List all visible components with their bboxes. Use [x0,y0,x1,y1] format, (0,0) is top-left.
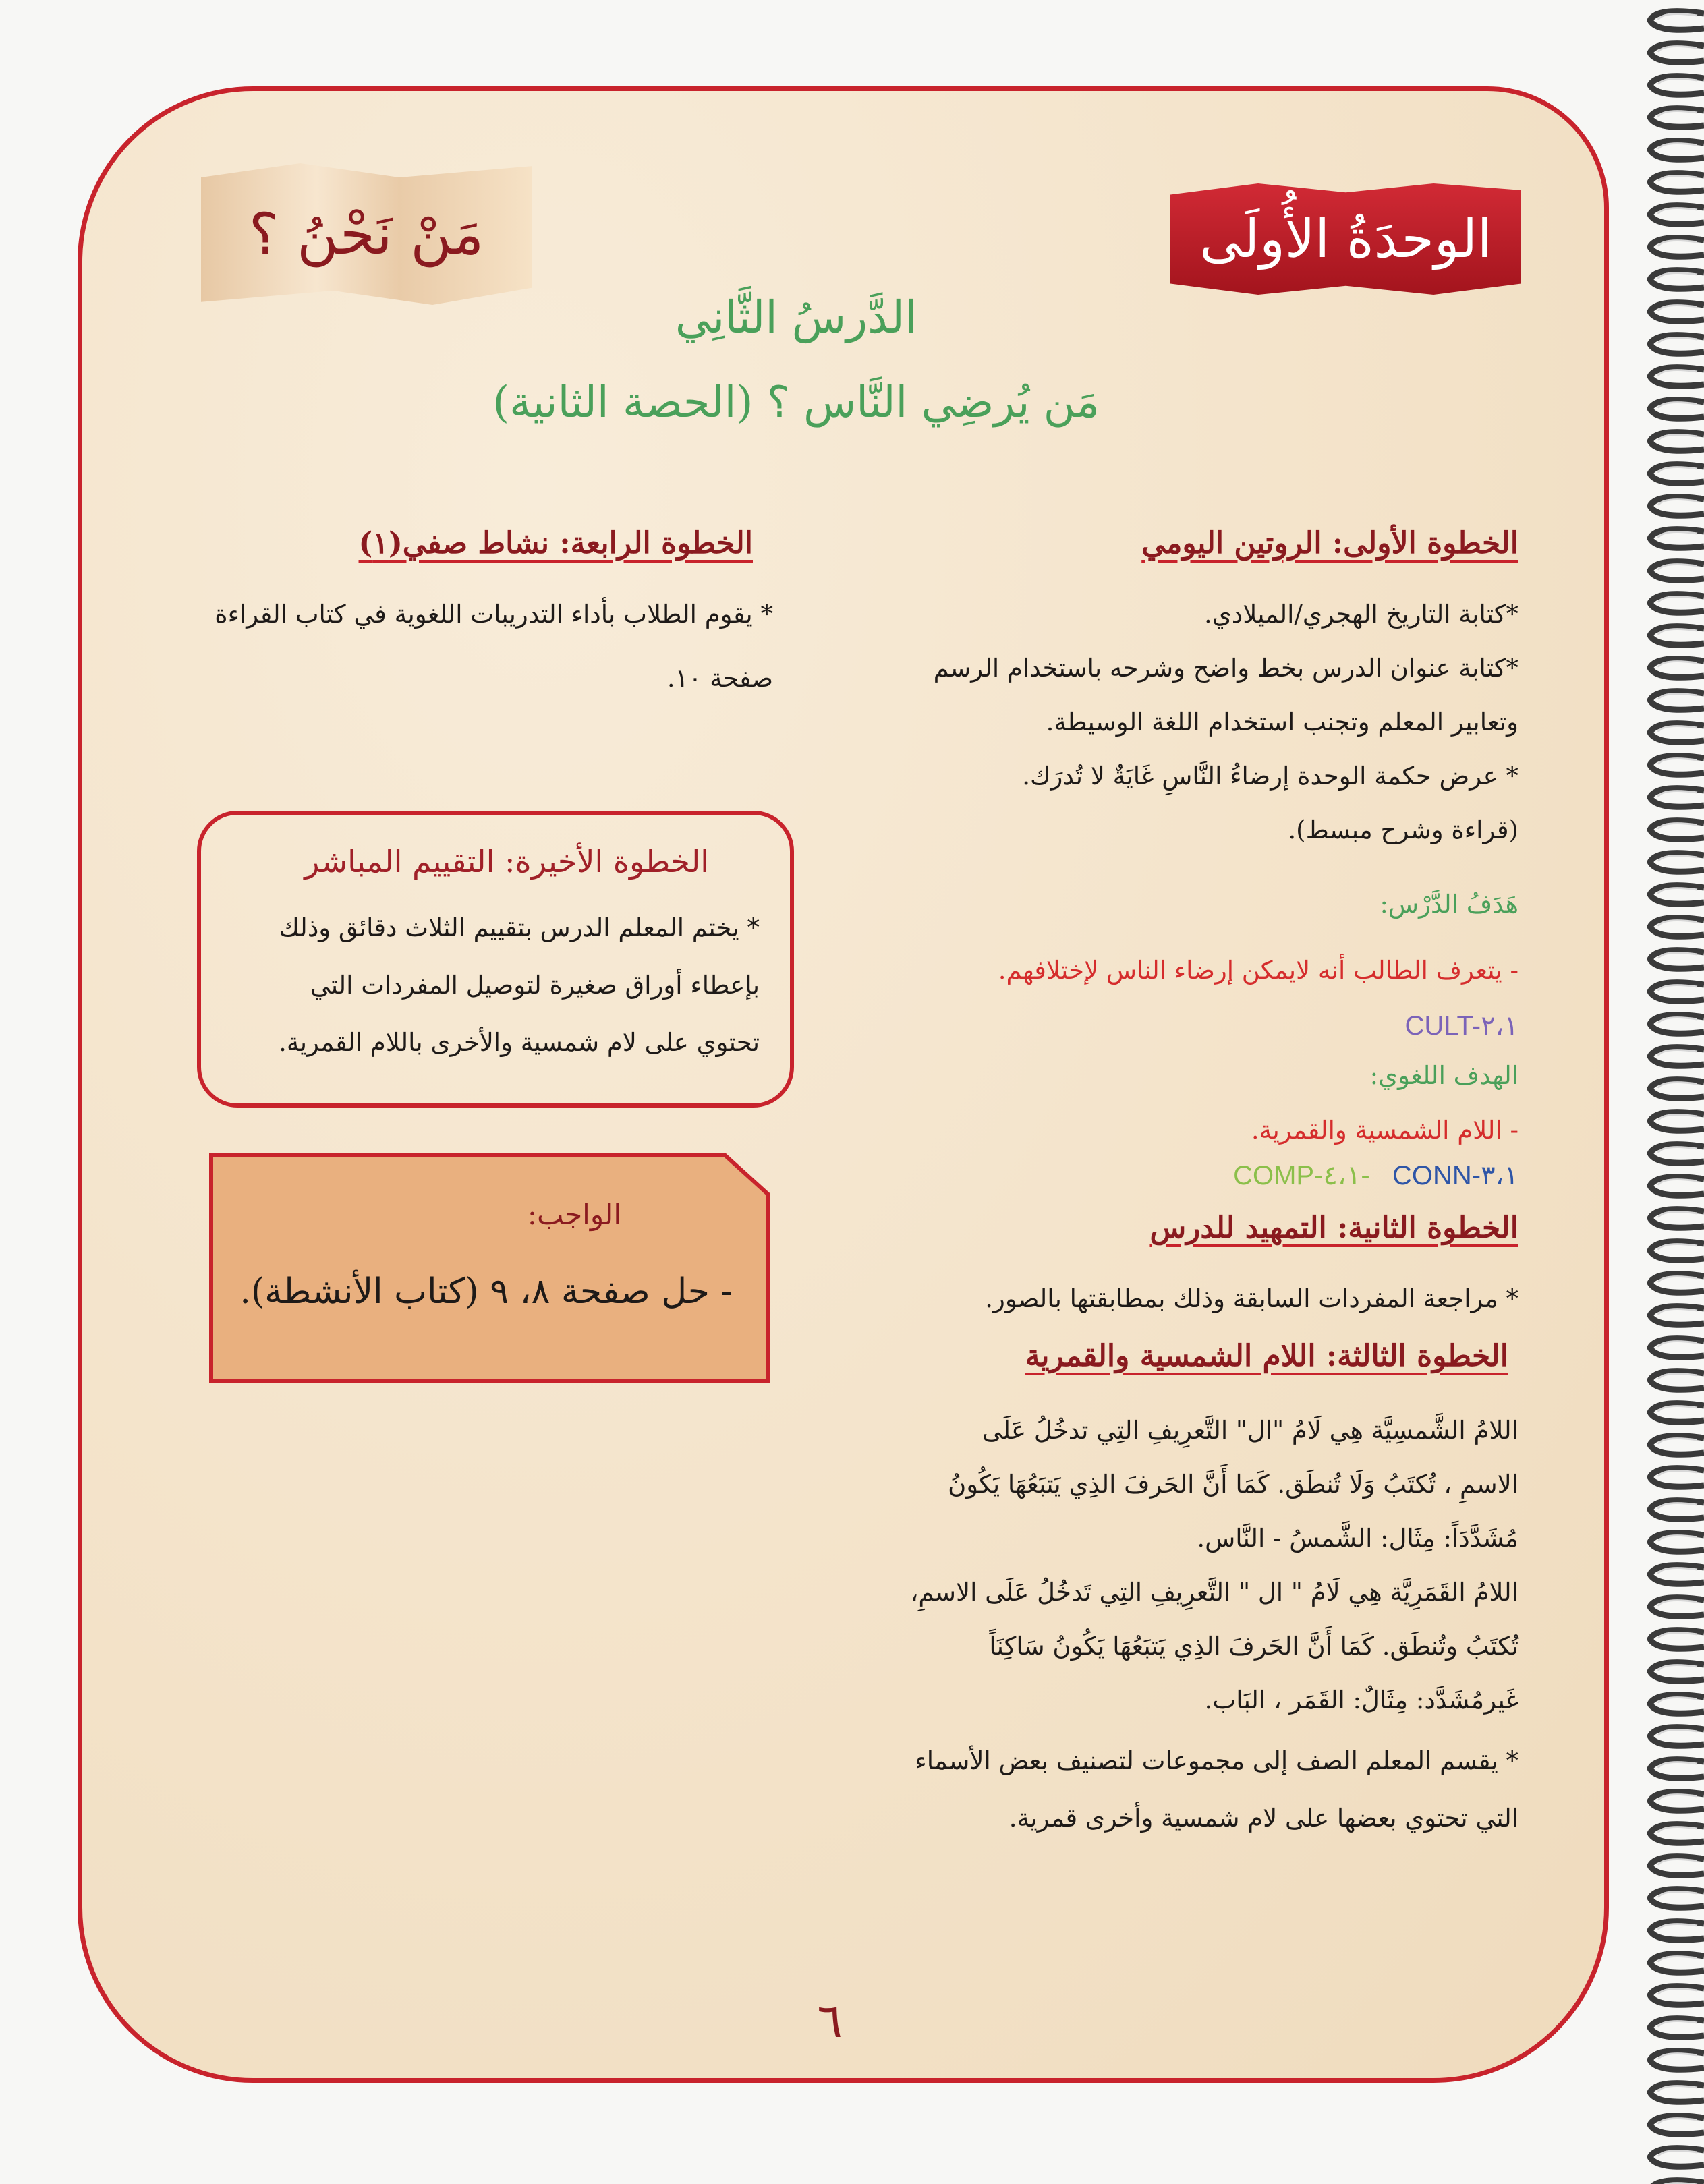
lesson-subtitle: مَن يُرضِي النَّاس ؟ (الحصة الثانية) [492,378,1100,428]
spiral-loop-highlight [1658,176,1697,181]
lesson-goal-text: - يتعرف الطالب أنه لايمكن إرضاء الناس لإختلافهم. [998,956,1518,985]
final-step-heading: الخطوة الأخيرة: التقييم المباشر [304,843,709,880]
lesson-goal-label: هَدَفُ الدَّرْس: [1380,890,1518,919]
spiral-loop-highlight [1658,856,1697,861]
spiral-loop-highlight [1658,403,1697,408]
spiral-loop-highlight [1658,79,1697,84]
spiral-loop-highlight [1658,1568,1697,1574]
spiral-loop-highlight [1658,953,1697,958]
step4-heading: الخطوة الرابعة: نشاط صفي(١) [358,526,753,561]
spiral-loop-highlight [1658,1633,1697,1638]
step3-line-5: تُكتَبُ وتُنطَق. كَمَا أَنَّ الحَرفَ الذِي يَتبَعُهَا يَكُونُ سَاكِنَاً [989,1632,1518,1661]
spiral-loop-highlight [1658,1244,1697,1250]
lesson-title: الدَّرسُ الثَّانِي [675,291,917,343]
spiral-loop-highlight [1658,1342,1697,1347]
spiral-loop-highlight [1658,1083,1697,1088]
step1-line-2: *كتابة عنوان الدرس بخط واضح وشرحه باستخدام الرسم [933,654,1518,683]
step4-line-1: * يقوم الطلاب بأداء التدريبات اللغوية في كتاب القراءة [215,600,773,629]
spiral-loop-highlight [1658,791,1697,797]
spiral-loop-highlight [1658,888,1697,894]
code-conn: CONN-٣،١ [1392,1161,1518,1190]
spiral-loop-highlight [1658,14,1697,20]
final-step-line-1: * يختم المعلم الدرس بتقييم الثلاث دقائق وذلك [279,913,760,942]
spiral-loop-highlight [1658,1957,1697,1962]
spiral-loop-highlight [1658,1374,1697,1379]
spiral-loop-highlight [1658,824,1697,829]
step3-heading: الخطوة الثالثة: اللام الشمسية والقمرية [1025,1339,1508,1373]
spiral-loop-highlight [1658,629,1697,635]
spiral-loop-highlight [1658,1860,1697,1865]
final-step-line-2: بإعطاء أوراق صغيرة لتوصيل المفردات التي [310,971,760,1000]
spiral-loop-highlight [1658,1536,1697,1541]
spiral-loop-highlight [1658,1115,1697,1120]
spiral-loop-highlight [1658,1406,1697,1412]
spiral-loop-highlight [1658,759,1697,764]
step3-line-6: غَيرمُشَدَّد: مِثَالٌ: القَمَر ، البَاب. [1204,1686,1518,1715]
spiral-loop-highlight [1658,2119,1697,2124]
spiral-loop-highlight [1658,1018,1697,1023]
step1-heading: الخطوة الأولى: الروتين اليومي [1141,526,1518,561]
step1-line-5: (قراءة وشرح مبسط). [1288,815,1518,844]
spiral-loop-highlight [1658,1050,1697,1056]
step1-line-1: *كتابة التاريخ الهجري/الميلادي. [1204,600,1518,629]
final-step-line-3: تحتوي على لام شمسية والأخرى باللام القمرية. [279,1028,760,1057]
spiral-loop-highlight [1658,662,1697,667]
spiral-loop-highlight [1658,2021,1697,2027]
spiral-loop-highlight [1658,1147,1697,1153]
homework-label: الواجب: [527,1198,621,1231]
theme-banner [201,163,532,305]
spiral-loop-highlight [1658,694,1697,699]
spiral-loop-highlight [1658,144,1697,149]
homework-text: - حل صفحة ٨، ٩ (كتاب الأنشطة). [239,1271,733,1312]
spiral-loop-highlight [1658,2151,1697,2156]
step2-heading: الخطوة الثانية: التمهيد للدرس [1149,1211,1518,1245]
spiral-loop-highlight [1658,500,1697,505]
unit-banner-text: الوحدَةُ الأُولَى [1199,208,1492,270]
spiral-binding [1630,0,1704,2184]
spiral-loop-highlight [1658,1892,1697,1897]
step1-line-3: وتعابير المعلم وتجنب استخدام اللغة الوسيطة. [1046,708,1518,737]
spiral-loop-highlight [1658,1698,1697,1703]
spiral-loop-highlight [1658,1762,1697,1768]
step3-line-2: الاسمِ ، تُكتَبُ وَلَا تُنطَق. كَمَا أَنَّ الحَرفَ الذِي يَتبَعُهَا يَكُونُ [948,1470,1518,1499]
spiral-loop-highlight [1658,1665,1697,1671]
spiral-loop-highlight [1658,370,1697,376]
spiral-loop-highlight [1658,985,1697,991]
step3-line-4: اللامُ القَمَرِيَّة هِي لَامُ " ال " التَّعرِيفِ التِي تَدخُلُ عَلَى الاسمِ، [910,1578,1518,1607]
spiral-loop-highlight [1658,1601,1697,1606]
spiral-loop-highlight [1658,532,1697,538]
unit-banner [1170,183,1521,295]
step3-line-3: مُشَدَّدَاً: مِثَال: الشَّمسُ - النَّاس. [1197,1524,1518,1553]
spiral-loop-highlight [1658,2086,1697,2092]
spiral-loop-highlight [1658,208,1697,214]
step3-line-1: اللامُ الشَّمسِيَّة هِي لَامُ "ال" التَّعرِيفِ التِي تدخُلُ عَلَى [982,1416,1518,1445]
spiral-loop-highlight [1658,1989,1697,1994]
spiral-loop-highlight [1658,1212,1697,1217]
language-goal-label: الهدف اللغوي: [1369,1061,1518,1090]
spiral-loop-highlight [1658,597,1697,602]
code-spacer [1378,1161,1385,1190]
theme-banner-text: مَنْ نَحْنُ ؟ [248,201,484,267]
spiral-loop-highlight [1658,306,1697,311]
spiral-loop-highlight [1658,2054,1697,2059]
spiral-loop-highlight [1658,435,1697,440]
page-number: ٦ [817,1993,843,2048]
language-goal-text: - اللام الشمسية والقمرية. [1251,1116,1518,1145]
spiral-loop-highlight [1658,47,1697,52]
step3-line-7: * يقسم المعلم الصف إلى مجموعات لتصنيف بعض الأسماء [915,1746,1518,1775]
spiral-loop-highlight [1658,241,1697,246]
step2-line-1: * مراجعة المفردات السابقة وذلك بمطابقتها بالصور. [985,1284,1518,1313]
spiral-loop-highlight [1658,1827,1697,1833]
spiral-loop-highlight [1658,111,1697,117]
spiral-loop-highlight [1658,565,1697,570]
spiral-loop-highlight [1658,338,1697,343]
spiral-loop-highlight [1658,1180,1697,1185]
spiral-loop-highlight [1658,273,1697,279]
spiral-loop-highlight [1658,467,1697,473]
spiral-loop-highlight [1658,1277,1697,1282]
spiral-loop-highlight [1658,1730,1697,1735]
spiral-loop-highlight [1658,1795,1697,1800]
language-goal-codes [1233,1160,1518,1191]
spiral-loop-highlight [1658,1924,1697,1930]
spiral-loop-highlight [1658,1503,1697,1509]
step3-line-8: التي تحتوي بعضها على لام شمسية وأخرى قمرية. [1009,1804,1518,1833]
spiral-loop-highlight [1658,726,1697,732]
step1-line-4: * عرض حكمة الوحدة إرضاءُ النَّاسِ غَايَةٌ لا تُدرَك. [1022,761,1518,791]
spiral-loop-highlight [1658,1309,1697,1315]
lesson-goal-code: CULT-٢،١ [1404,1011,1518,1041]
step4-line-2: صفحة ١٠. [666,664,773,693]
spiral-loop-highlight [1658,921,1697,926]
spiral-loop-highlight [1658,1471,1697,1476]
code-comp: COMP-٤،١- [1233,1161,1370,1190]
spiral-loop-highlight [1658,1439,1697,1444]
